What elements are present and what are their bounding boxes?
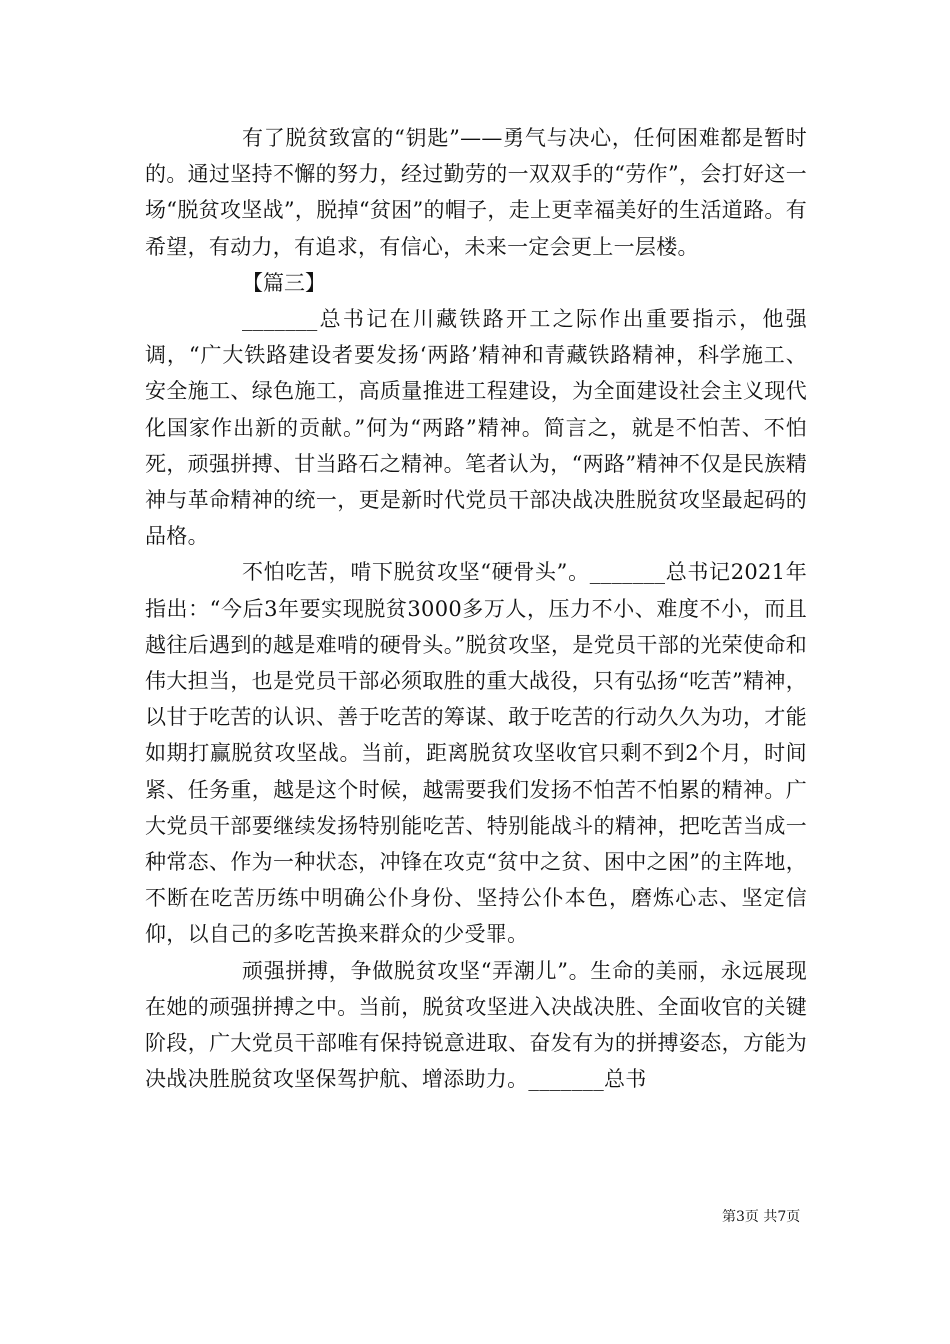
paragraph-not-afraid-of-hardship: 不怕吃苦，啃下脱贫攻坚“硬骨头”。_______总书记2021年指出：“今后3年要实现脱贫3000多万人，压力不小、难度不小，而且越往后遇到的越是难啃的硬骨头。”脱贫攻坚，是党员干部的光荣使命和伟大担当，也是党员干部必须取胜的重大战役，只有弘扬“吃苦”精神，以甘于吃苦的认识、善于吃苦的筹谋、敢于吃苦的行动久久为功，才能如期打赢脱贫攻坚战。当前，距离脱贫攻坚收官只剩不到2个月，时间紧、任务重，越是这个时候，越需要我们发扬不怕苦不怕累的精神。广大党员干部要继续发扬特别能吃苦、特别能战斗的精神，把吃苦当成一种常态、作为一种状态，冲锋在攻克“贫中之贫、困中之困”的主阵地，不断在吃苦历练中明确公仆身份、坚持公仆本色，磨炼心志、坚定信仰，以自己的多吃苦换来群众的少受罪。: [145, 560, 807, 947]
paragraph-two-roads-spirit: _______总书记在川藏铁路开工之际作出重要指示，他强调，“广大铁路建设者要发扬‘两路’精神和青藏铁路精神，科学施工、安全施工、绿色施工，高质量推进工程建设，为全面建设社会主义现代化国家作出新的贡献。”何为“两路”精神。简言之，就是不怕苦、不怕死，顽强拼搏、甘当路石之精神。笔者认为，“两路”精神不仅是民族精神与革命精神的统一，更是新时代党员干部决战决胜脱贫攻坚最起码的品格。: [145, 307, 807, 549]
paragraph-intro: 有了脱贫致富的“钥匙”——勇气与决心，任何困难都是暂时的。通过坚持不懈的努力，经过勤劳的一双双手的“劳作”，会打好这一场“脱贫攻坚战”，脱掉“贫困”的帽子，走上更幸福美好的生活道路。有希望，有动力，有追求，有信心，未来一定会更上一层楼。: [145, 126, 807, 259]
document-body: [145, 120, 807, 1097]
page-number-footer: 第3页 共7页: [722, 1209, 801, 1225]
paragraph-tenacious-struggle: 顽强拼搏，争做脱贫攻坚“弄潮儿”。生命的美丽，永远展现在她的顽强拼搏之中。当前，脱贫攻坚进入决战决胜、全面收官的关键阶段，广大党员干部唯有保持锐意进取、奋发有为的拼搏姿态，方能为决战决胜脱贫攻坚保驾护航、增添助力。_______总书: [145, 958, 807, 1092]
section-heading-pian-san: 【篇三】: [242, 270, 326, 295]
